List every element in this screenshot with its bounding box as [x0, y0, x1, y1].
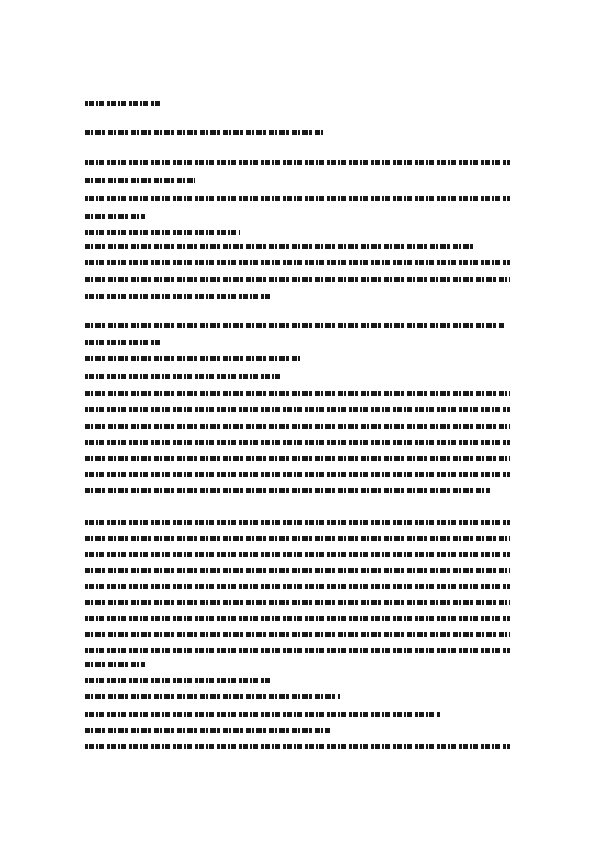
- text-line: [85, 536, 510, 541]
- text-line: [85, 568, 510, 573]
- text-line: [85, 616, 510, 621]
- text-line: [85, 728, 330, 733]
- text-line: [85, 472, 510, 477]
- text-line: [85, 488, 490, 493]
- text-line: [85, 424, 510, 429]
- text-line: [85, 407, 510, 412]
- text-line: [85, 632, 510, 637]
- heading-line: [85, 101, 160, 106]
- text-line: [85, 744, 510, 749]
- text-line: [85, 323, 505, 328]
- text-line: [85, 648, 510, 653]
- text-line: [85, 391, 510, 396]
- text-line: [85, 260, 510, 265]
- text-line: [85, 712, 440, 717]
- text-line: [85, 456, 510, 461]
- subheading-line: [85, 130, 325, 135]
- text-line: [85, 662, 145, 667]
- text-line: [85, 294, 270, 299]
- text-line: [85, 160, 510, 165]
- text-line: [85, 520, 510, 525]
- text-line: [85, 178, 195, 183]
- text-line: [85, 600, 510, 605]
- text-line: [85, 230, 240, 235]
- text-line: [85, 244, 475, 249]
- text-line: [85, 196, 510, 201]
- text-line: [85, 340, 160, 345]
- text-line: [85, 277, 510, 282]
- text-line: [85, 356, 300, 361]
- text-line: [85, 440, 510, 445]
- text-line: [85, 584, 510, 589]
- text-line: [85, 552, 510, 557]
- text-line: [85, 214, 145, 219]
- text-line: [85, 694, 340, 699]
- text-line: [85, 678, 270, 683]
- text-line: [85, 374, 280, 379]
